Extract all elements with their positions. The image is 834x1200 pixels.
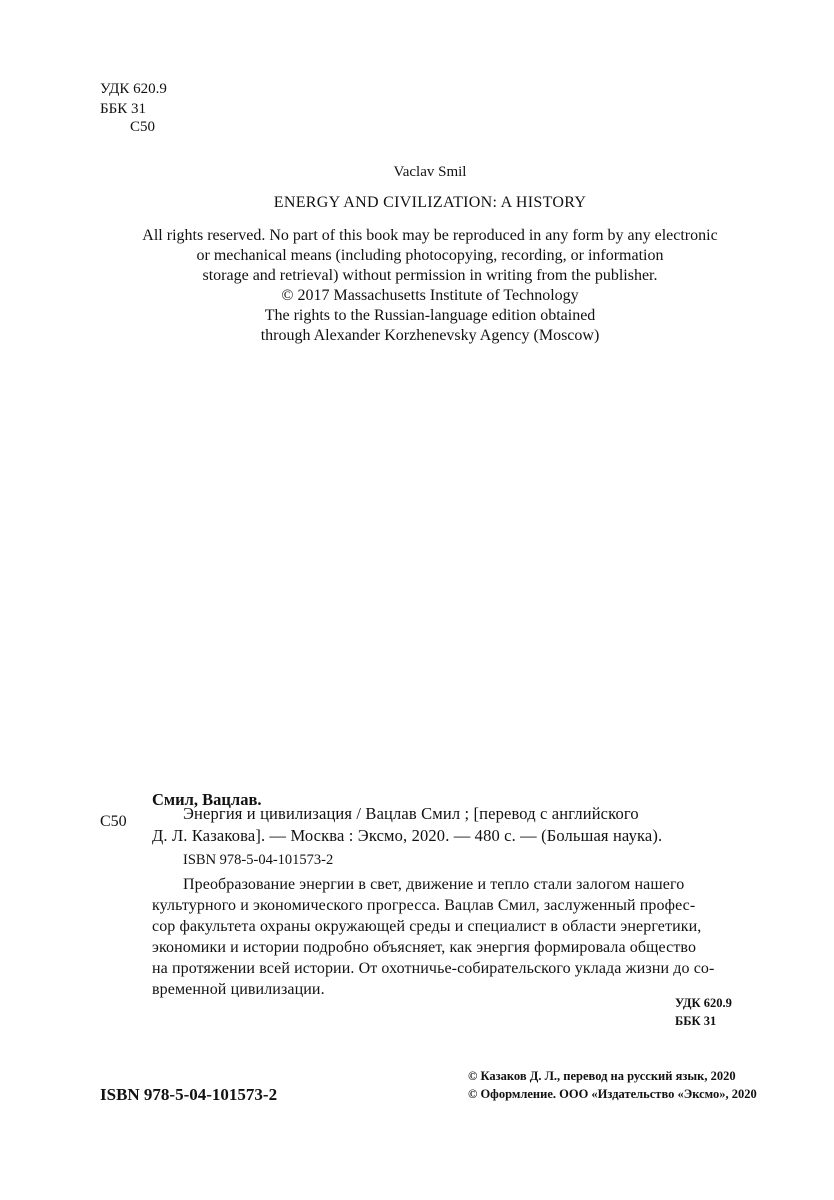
catalog-udk: УДК 620.9 bbox=[675, 996, 732, 1010]
design-copyright: © Оформление. ООО «Издательство «Эксмо», 2020 bbox=[468, 1087, 757, 1101]
annotation-line: на протяжении всей истории. От охотничье-собирательского уклада жизни до со- bbox=[152, 960, 715, 977]
original-title: ENERGY AND CIVILIZATION: A HISTORY bbox=[273, 194, 587, 211]
annotation-line: Преобразование энергии в свет, движение и тепло стали залогом нашего bbox=[183, 876, 685, 893]
annotation-line: временной цивилизации. bbox=[152, 981, 325, 998]
annotation-line: сор факультета охраны окружающей среды и специалист в области энергетики, bbox=[152, 918, 702, 935]
author-mark: С50 bbox=[130, 119, 156, 135]
original-author: Vaclav Smil bbox=[393, 164, 467, 180]
rights-line: through Alexander Korzhenevsky Agency (Moscow) bbox=[260, 327, 600, 344]
copyright-mit: © 2017 Massachusetts Institute of Technology bbox=[281, 287, 579, 304]
translation-copyright: © Казаков Д. Л., перевод на русский язык, 2020 bbox=[468, 1069, 736, 1083]
rights-line: All rights reserved. No part of this book may be reproduced in any form by any electronic bbox=[142, 227, 718, 244]
udk-code: УДК 620.9 bbox=[100, 81, 167, 97]
catalog-author-mark: С50 bbox=[100, 813, 127, 830]
bib-line: Д. Л. Казакова]. — Москва : Эксмо, 2020. — 480 с. — (Большая наука). bbox=[152, 826, 663, 845]
annotation-line: культурного и экономического прогресса. Вацлав Смил, заслуженный профес- bbox=[152, 897, 696, 914]
catalog-isbn: ISBN 978-5-04-101573-2 bbox=[183, 852, 334, 868]
bbk-code: ББК 31 bbox=[100, 101, 146, 117]
annotation-line: экономики и истории подробно объясняет, как энергия формировала общество bbox=[152, 939, 697, 956]
catalog-author-heading: Смил, Вацлав. bbox=[152, 790, 262, 809]
catalog-bbk: ББК 31 bbox=[675, 1014, 717, 1028]
rights-notice bbox=[0, 226, 834, 346]
rights-line: The rights to the Russian-language edition obtained bbox=[264, 307, 596, 324]
footer-isbn: ISBN 978-5-04-101573-2 bbox=[100, 1085, 278, 1104]
bib-line: Энергия и цивилизация / Вацлав Смил ; [перевод с английского bbox=[183, 804, 639, 823]
rights-line: storage and retrieval) without permission in writing from the publisher. bbox=[202, 267, 658, 284]
rights-line: or mechanical means (including photocopying, recording, or information bbox=[196, 247, 664, 264]
